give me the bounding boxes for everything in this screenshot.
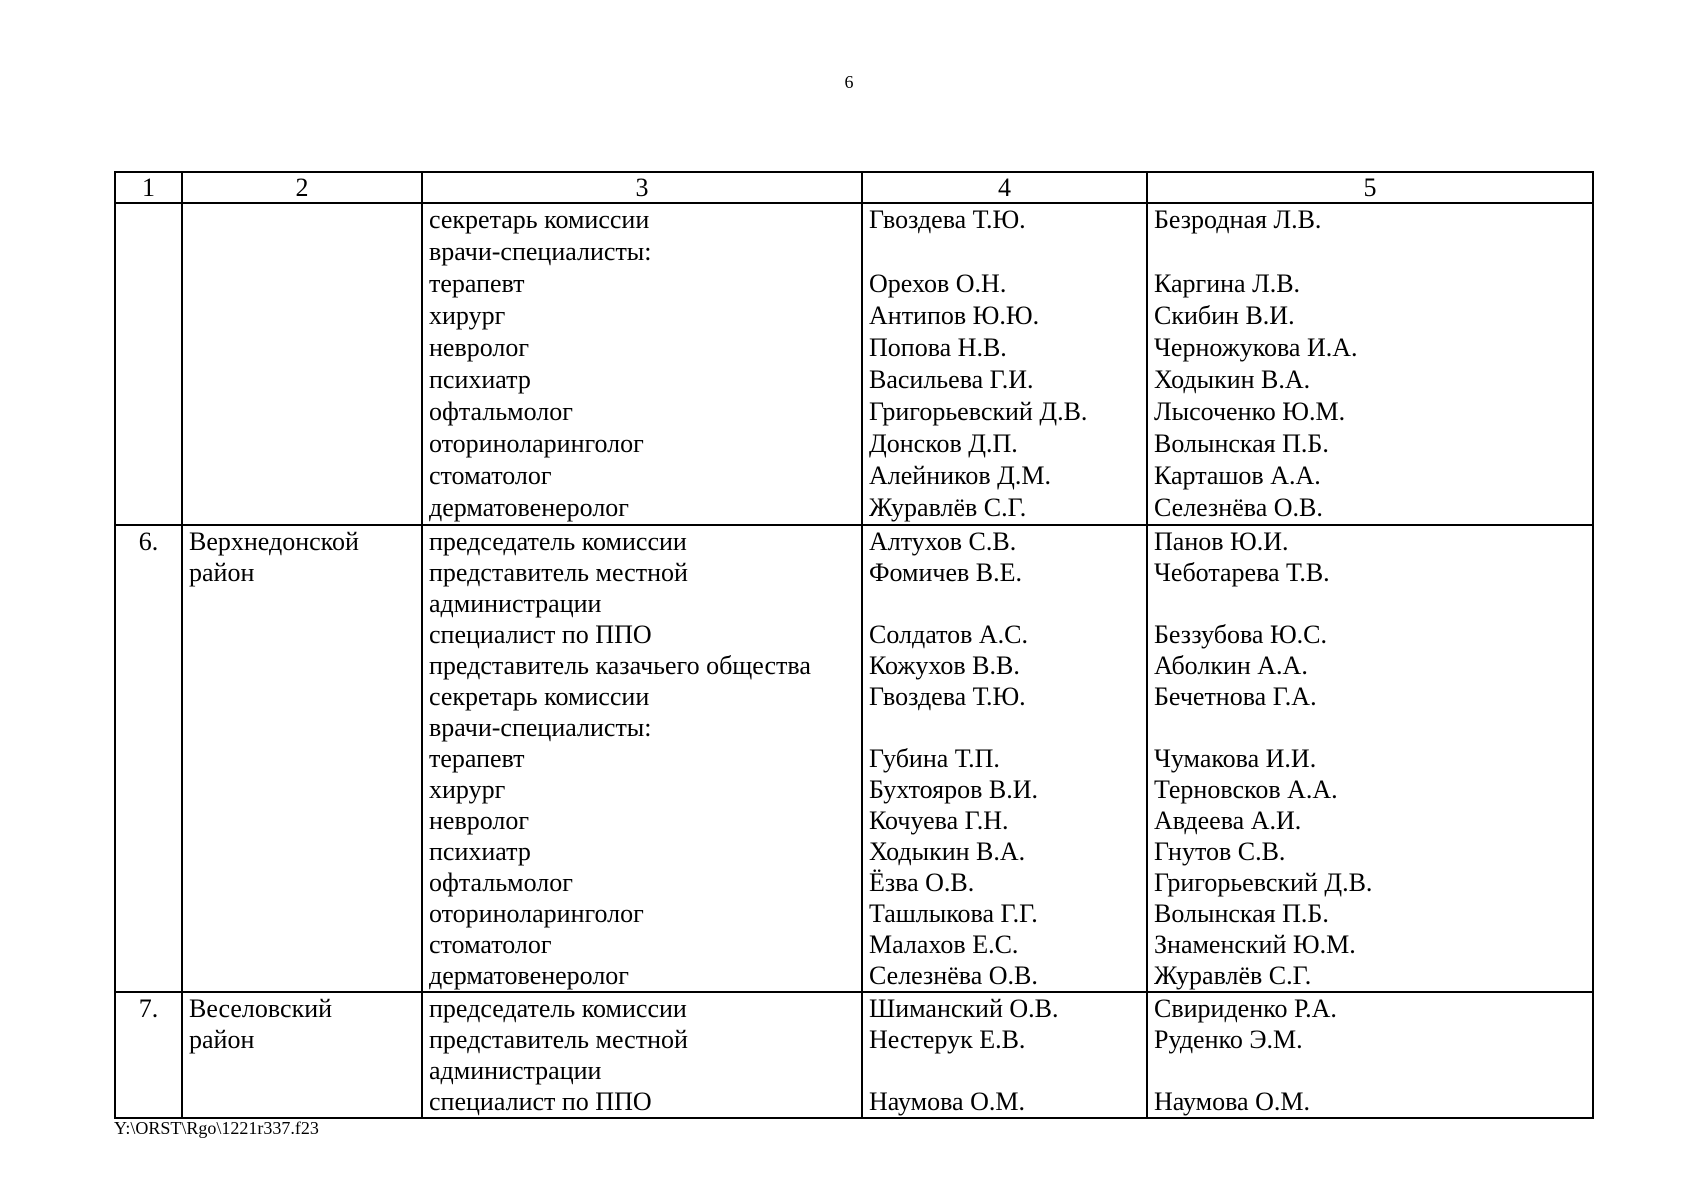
reserve-name: Знаменский Ю.М.: [1154, 930, 1356, 959]
row-number-cell: [115, 992, 182, 1118]
role-label: председатель комиссии: [429, 527, 687, 556]
member-name: Васильева Г.И.: [869, 365, 1034, 394]
table-row: [115, 992, 1593, 1118]
reserve-name: Аболкин А.А.: [1154, 651, 1308, 680]
member-name: Селезнёва О.В.: [869, 961, 1038, 990]
role-label: представитель местной: [429, 558, 688, 587]
member-name: Гвоздева Т.Ю.: [869, 205, 1026, 234]
member-name: Кожухов В.В.: [869, 651, 1020, 680]
roles-cell: [422, 203, 862, 525]
district-cell: [182, 203, 422, 525]
role-label: невролог: [429, 806, 530, 835]
column-number-header: 4: [862, 172, 1147, 203]
member-name: Орехов О.Н.: [869, 269, 1007, 298]
role-label: секретарь комиссии: [429, 682, 650, 711]
column-number-header: 1: [115, 172, 182, 203]
reserve-name: [1154, 236, 1586, 268]
district-name: Верхнедонской: [189, 527, 359, 556]
reserves-cell: [1147, 525, 1593, 992]
member-name: Алейников Д.М.: [869, 461, 1051, 490]
row-number: 6.: [138, 527, 159, 556]
member-name: Кочуева Г.Н.: [869, 806, 1009, 835]
row-number: 7.: [138, 994, 159, 1023]
member-name: [869, 236, 1140, 268]
reserve-name: Беззубова Ю.С.: [1154, 620, 1328, 649]
reserve-name: Чумакова И.И.: [1154, 744, 1317, 773]
role-label: администрации: [429, 1056, 602, 1085]
district-name: [189, 204, 415, 236]
role-label: представитель казачьего общества: [429, 651, 811, 680]
role-label: администрации: [429, 589, 602, 618]
member-name: Малахов Е.С.: [869, 930, 1019, 959]
member-name: Попова Н.В.: [869, 333, 1007, 362]
roles-cell: [422, 525, 862, 992]
reserve-name: Черножукова И.А.: [1154, 333, 1358, 362]
role-label: врачи-специалисты:: [429, 237, 652, 266]
role-label: офтальмолог: [429, 397, 573, 426]
reserve-name: Ходыкин В.А.: [1154, 365, 1311, 394]
role-label: терапевт: [429, 744, 525, 773]
reserve-name: Гнутов С.В.: [1154, 837, 1286, 866]
reserve-name: Каргина Л.В.: [1154, 269, 1301, 298]
member-name: [869, 588, 1140, 619]
member-name: Фомичев В.Е.: [869, 558, 1023, 587]
member-name: [869, 1055, 1140, 1086]
member-name: Наумова О.М.: [869, 1087, 1025, 1116]
role-label: хирург: [429, 301, 506, 330]
role-label: психиатр: [429, 837, 531, 866]
role-label: терапевт: [429, 269, 525, 298]
role-label: стоматолог: [429, 930, 552, 959]
reserve-name: Панов Ю.И.: [1154, 527, 1289, 556]
reserve-name: Григорьевский Д.В.: [1154, 868, 1373, 897]
role-label: специалист по ППО: [429, 1087, 652, 1116]
reserve-name: Скибин В.И.: [1154, 301, 1295, 330]
reserve-name: Журавлёв С.Г.: [1154, 961, 1312, 990]
role-label: секретарь комиссии: [429, 205, 650, 234]
member-name: Антипов Ю.Ю.: [869, 301, 1040, 330]
file-path-footer: Y:\ORST\Rgo\1221r337.f23: [114, 1118, 319, 1138]
reserve-name: Бечетнова Г.А.: [1154, 682, 1317, 711]
commission-table: [114, 171, 1594, 1119]
role-label: представитель местной: [429, 1025, 688, 1054]
column-number-header: 3: [422, 172, 862, 203]
row-number-cell: [115, 203, 182, 525]
reserve-name: [1154, 1055, 1586, 1086]
member-name: Нестерук Е.В.: [869, 1025, 1026, 1054]
reserve-name: Волынская П.Б.: [1154, 429, 1329, 458]
district-name: Веселовский: [189, 994, 333, 1023]
member-name: Алтухов С.В.: [869, 527, 1017, 556]
column-number-header: 2: [182, 172, 422, 203]
reserve-name: [1154, 588, 1586, 619]
reserves-cell: [1147, 203, 1593, 525]
role-label: психиатр: [429, 365, 531, 394]
member-name: Ёзва О.В.: [869, 868, 975, 897]
role-label: оториноларинголог: [429, 899, 644, 928]
role-label: офтальмолог: [429, 868, 573, 897]
reserve-name: Безродная Л.В.: [1154, 205, 1322, 234]
member-name: Бухтояров В.И.: [869, 775, 1039, 804]
members-cell: [862, 992, 1147, 1118]
reserve-name: Лысоченко Ю.М.: [1154, 397, 1346, 426]
reserve-name: Свириденко Р.А.: [1154, 994, 1337, 1023]
page-number: 6: [844, 72, 854, 92]
member-name: Ташлыкова Г.Г.: [869, 899, 1038, 928]
roles-cell: [422, 992, 862, 1118]
reserve-name: Селезнёва О.В.: [1154, 493, 1323, 522]
role-label: стоматолог: [429, 461, 552, 490]
reserve-name: [1154, 712, 1586, 743]
reserve-name: Волынская П.Б.: [1154, 899, 1329, 928]
row-number-cell: [115, 525, 182, 992]
member-name: Губина Т.П.: [869, 744, 1000, 773]
row-number: [116, 204, 181, 236]
role-label: хирург: [429, 775, 506, 804]
district-cell: [182, 525, 422, 992]
member-name: [869, 712, 1140, 743]
column-number-row: [115, 172, 1593, 203]
reserve-name: Авдеева А.И.: [1154, 806, 1302, 835]
district-cell: [182, 992, 422, 1118]
member-name: Григорьевский Д.В.: [869, 397, 1088, 426]
role-label: врачи-специалисты:: [429, 713, 652, 742]
reserve-name: Терновсков А.А.: [1154, 775, 1338, 804]
member-name: Солдатов А.С.: [869, 620, 1028, 649]
reserve-name: Руденко Э.М.: [1154, 1025, 1303, 1054]
district-name: район: [189, 558, 255, 587]
table-row: [115, 525, 1593, 992]
members-cell: [862, 203, 1147, 525]
role-label: председатель комиссии: [429, 994, 687, 1023]
member-name: Донсков Д.П.: [869, 429, 1018, 458]
member-name: Гвоздева Т.Ю.: [869, 682, 1026, 711]
reserves-cell: [1147, 992, 1593, 1118]
table-row: [115, 203, 1593, 525]
role-label: невролог: [429, 333, 530, 362]
member-name: Ходыкин В.А.: [869, 837, 1026, 866]
role-label: дерматовенеролог: [429, 961, 629, 990]
role-label: оториноларинголог: [429, 429, 644, 458]
role-label: дерматовенеролог: [429, 493, 629, 522]
reserve-name: Наумова О.М.: [1154, 1087, 1310, 1116]
district-name: район: [189, 1025, 255, 1054]
member-name: Журавлёв С.Г.: [869, 493, 1027, 522]
reserve-name: Чеботарева Т.В.: [1154, 558, 1330, 587]
members-cell: [862, 525, 1147, 992]
member-name: Шиманский О.В.: [869, 994, 1059, 1023]
column-number-header: 5: [1147, 172, 1593, 203]
reserve-name: Карташов А.А.: [1154, 461, 1321, 490]
role-label: специалист по ППО: [429, 620, 652, 649]
